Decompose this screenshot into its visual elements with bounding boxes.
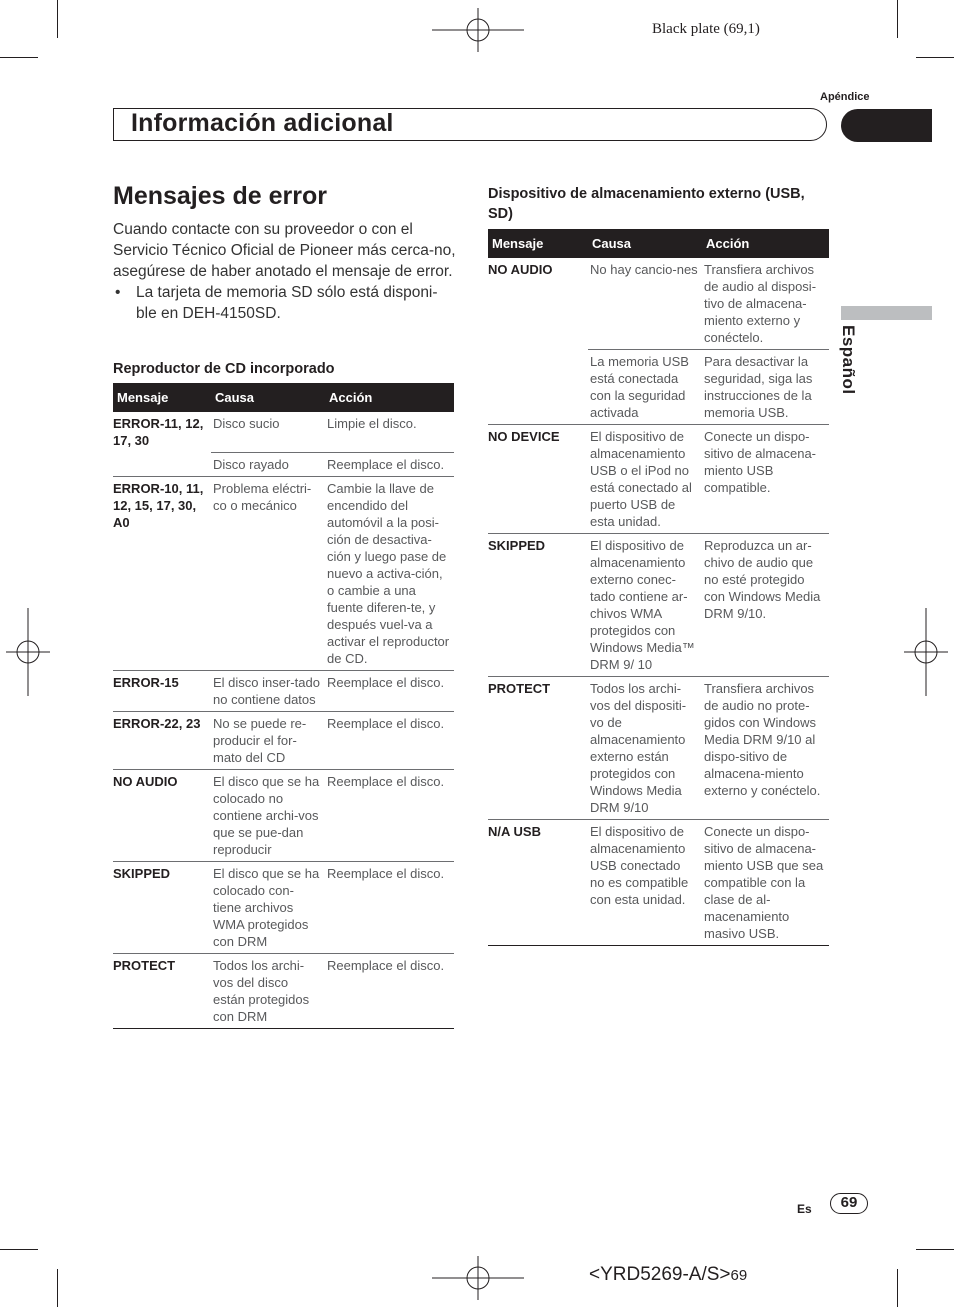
message-cell — [488, 350, 588, 425]
message-cell: NO AUDIO — [113, 769, 211, 861]
action-cell: Reemplace el disco. — [325, 953, 454, 1028]
model-page: 69 — [730, 1267, 748, 1284]
crop-mark — [897, 0, 898, 38]
plate-label: Black plate (69,1) — [652, 21, 760, 37]
usb-error-table — [488, 229, 829, 946]
message-cell: ERROR-10, 11, 12, 15, 17, 30, A0 — [113, 476, 211, 670]
page-heading: Mensajes de error — [113, 182, 327, 210]
bullet-mark: • — [115, 284, 121, 301]
table-row — [113, 476, 454, 670]
message-cell: N/A USB — [488, 820, 588, 946]
message-cell: PROTECT — [113, 953, 211, 1028]
language-tab: Español — [839, 325, 858, 395]
cause-cell: El disco que se ha colocado no contiene archi-vos que se pue-dan reproducir — [211, 769, 325, 861]
table-row — [113, 861, 454, 953]
action-cell: Reemplace el disco. — [325, 769, 454, 861]
cause-cell: No se puede re-producir el for-mato del CD — [211, 711, 325, 769]
cause-cell: El disco que se ha colocado con-tiene archivos WMA protegidos con DRM — [211, 861, 325, 953]
registration-mark-icon — [904, 608, 948, 696]
language-code: Es — [797, 1202, 812, 1216]
table-row — [113, 953, 454, 1028]
cause-cell: Disco sucio — [211, 412, 325, 452]
table-row — [488, 350, 829, 425]
column-header: Acción — [325, 383, 454, 412]
cause-cell: La memoria USB está conectada con la seguridad activada — [588, 350, 702, 425]
message-cell — [113, 452, 211, 476]
column-header: Causa — [588, 229, 702, 258]
registration-mark-icon — [6, 608, 50, 696]
table-row — [488, 677, 829, 820]
table-row — [113, 670, 454, 711]
usb-table-heading: Dispositivo de almacenamiento externo (USB, SD) — [488, 186, 805, 222]
message-cell: SKIPPED — [113, 861, 211, 953]
model-code — [589, 1264, 747, 1286]
table-row — [113, 412, 454, 452]
bullet-text: La tarjeta de memoria SD sólo está disponi-ble en DEH-4150SD. — [136, 284, 438, 322]
cause-cell: No hay cancio-nes — [588, 258, 702, 350]
action-cell: Conecte un dispo-sitivo de almacena-miento USB compatible. — [702, 425, 829, 534]
crop-mark — [57, 0, 58, 38]
action-cell: Reemplace el disco. — [325, 711, 454, 769]
bullet-item — [113, 282, 458, 324]
page-number: 69 — [830, 1193, 868, 1214]
table-row — [113, 769, 454, 861]
section-label: Apéndice — [820, 91, 870, 103]
action-cell: Limpie el disco. — [325, 412, 454, 452]
crop-mark — [897, 1269, 898, 1307]
action-cell: Para desactivar la seguridad, siga las instrucciones de la memoria USB. — [702, 350, 829, 425]
action-cell: Reproduzca un ar-chivo de audio que no esté protegido con Windows Media DRM 9/10. — [702, 534, 829, 677]
message-cell: ERROR-11, 12, 17, 30 — [113, 416, 204, 448]
table-row — [113, 711, 454, 769]
message-cell: PROTECT — [488, 677, 588, 820]
registration-mark-icon — [432, 1256, 524, 1300]
cause-cell: Problema eléctri-co o mecánico — [211, 476, 325, 670]
table-row — [488, 425, 829, 534]
cause-cell: El dispositivo de almacenamiento externo conec-tado contiene ar-chivos WMA protegidos con Windows Media™ DRM 9/ 10 — [588, 534, 702, 677]
registration-mark-icon — [432, 8, 524, 52]
language-tab-marker — [841, 306, 932, 320]
column-header: Causa — [211, 383, 325, 412]
crop-mark — [916, 57, 954, 58]
cd-error-table — [113, 383, 454, 1029]
action-cell: Reemplace el disco. — [325, 861, 454, 953]
table-row — [113, 452, 454, 476]
message-cell: NO DEVICE — [488, 425, 588, 534]
model-code-text: <YRD5269-A/S> — [589, 1264, 731, 1285]
action-cell: Reemplace el disco. — [325, 670, 454, 711]
cause-cell: Todos los archi-vos del disco están protegidos con DRM — [211, 953, 325, 1028]
cause-cell: Todos los archi-vos del dispositi-vo de almacenamiento externo están protegidos con Windows Media DRM 9/10 — [588, 677, 702, 820]
column-header: Acción — [702, 229, 829, 258]
cause-cell: Disco rayado — [211, 452, 325, 476]
cause-cell: El dispositivo de almacenamiento USB o el iPod no está conectado al puerto USB de esta unidad. — [588, 425, 702, 534]
intro-block — [113, 219, 458, 324]
message-cell: ERROR-22, 23 — [113, 711, 211, 769]
cause-cell: El dispositivo de almacenamiento USB conectado no es compatible con esta unidad. — [588, 820, 702, 946]
action-cell: Conecte un dispo-sitivo de almacena-miento USB que sea compatible con la clase de al-macenamiento masivo USB. — [702, 820, 829, 946]
table-header-row — [488, 229, 829, 258]
action-cell: Transfiera archivos de audio no prote-gidos con Windows Media DRM 9/10 al dispo-sitivo de almacena-miento externo y conéctelo. — [702, 677, 829, 820]
cd-table-heading: Reproductor de CD incorporado — [113, 361, 335, 377]
section-tab — [841, 109, 932, 142]
table-row — [488, 258, 829, 350]
table-row — [488, 820, 829, 946]
crop-mark — [916, 1249, 954, 1250]
crop-mark — [57, 1269, 58, 1307]
crop-mark — [0, 1249, 38, 1250]
column-header: Mensaje — [488, 229, 588, 258]
section-title: Información adicional — [131, 109, 394, 137]
message-cell: NO AUDIO — [488, 262, 553, 277]
message-cell: SKIPPED — [488, 534, 588, 677]
table-header-row — [113, 383, 454, 412]
column-header: Mensaje — [113, 383, 211, 412]
crop-mark — [0, 57, 38, 58]
table-row — [488, 534, 829, 677]
message-cell: ERROR-15 — [113, 670, 211, 711]
intro-text: Cuando contacte con su proveedor o con el Servicio Técnico Oficial de Pioneer más cerca-no, asegúrese de haber anotado el mensaje de error. — [113, 221, 456, 280]
action-cell: Transfiera archivos de audio al disposi-tivo de almacena-miento externo y conéctelo. — [702, 258, 829, 350]
cause-cell: El disco inser-tado no contiene datos — [211, 670, 325, 711]
action-cell: Reemplace el disco. — [325, 452, 454, 476]
action-cell: Cambie la llave de encendido del automóvil a la posi-ción de desactiva-ción y luego pase de nuevo a activa-ción, o cambie a una fuente diferen-te, y después vuel-va a activar el reproductor de CD. — [325, 476, 454, 670]
